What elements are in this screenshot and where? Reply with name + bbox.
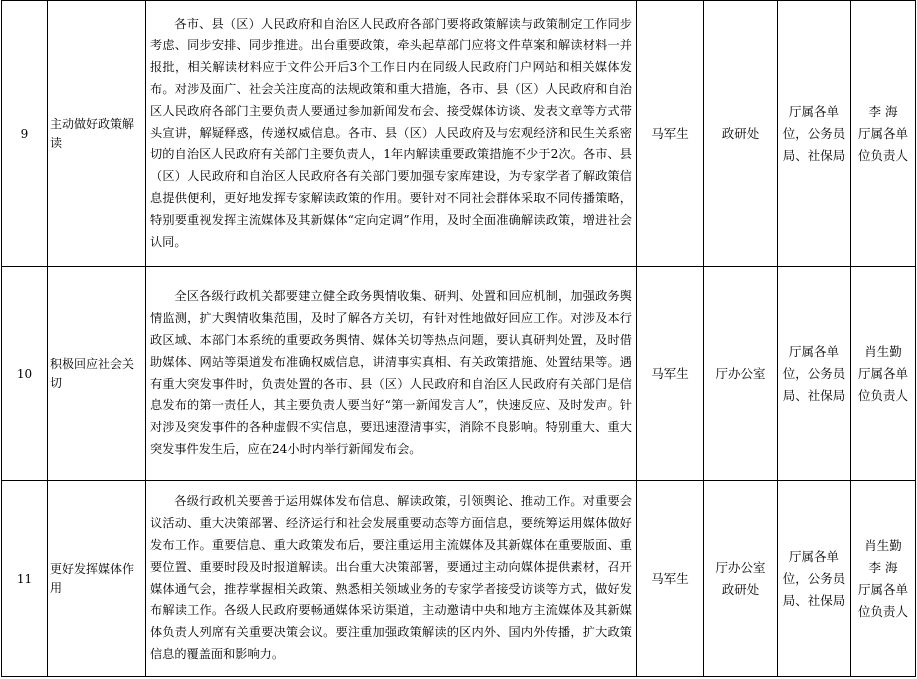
lead-department bbox=[704, 1, 778, 267]
lead-department-line: 厅办公室 bbox=[715, 365, 766, 381]
lead-department-line: 厅办公室 bbox=[715, 559, 766, 575]
row-number: 11 bbox=[2, 481, 48, 677]
responsible-persons-line: 位负责人 bbox=[857, 387, 908, 403]
responsible-persons bbox=[851, 481, 916, 677]
responsible-persons-line: 厅属各单 bbox=[857, 581, 908, 597]
task-title: 主动做好政策解读 bbox=[48, 1, 146, 267]
responsible-leader: 马军生 bbox=[637, 267, 704, 481]
row-number: 9 bbox=[2, 1, 48, 267]
lead-department-line: 政研处 bbox=[721, 581, 760, 597]
responsible-persons-line: 李 海 bbox=[868, 559, 898, 575]
task-content: 全区各级行政机关都要建立健全政务舆情收集、研判、处置和回应机制，加强政务舆情监测，扩大舆情收集范围，及时了解各方关切，有针对性地做好回应工作。对涉及本行政区域、本部门本系统的重要政务舆情、媒体关切等热点问题，要认真研判处置，及时借助媒体、网站等渠道发布准确权威信息，讲清事实真相、有关政策措施、处置结果等。遇有重大突发事件时，负责处置的各市、县（区）人民政府和自治区人民政府有关部门是信息发布的第一责任人，其主要负责人要当好“第一新闻发言人”，快速反应、及时发声。针对涉及突发事件的各种虚假不实信息，要迅速澄清事实，消除不良影响。特别重大、重大突发事件发生后，应在24小时内举行新闻发布会。 bbox=[146, 267, 637, 481]
responsible-leader: 马军生 bbox=[637, 481, 704, 677]
responsible-persons-line: 位负责人 bbox=[857, 603, 908, 619]
participating-units bbox=[778, 1, 851, 267]
table-row bbox=[2, 481, 916, 677]
responsible-persons-line: 肖生勤 bbox=[864, 343, 902, 359]
responsible-persons bbox=[851, 1, 916, 267]
responsible-persons bbox=[851, 267, 916, 481]
table-row bbox=[2, 1, 916, 267]
lead-department bbox=[704, 481, 778, 677]
participating-units-line: 局、社保局 bbox=[782, 387, 846, 403]
responsible-persons-line: 肖生勤 bbox=[864, 537, 902, 553]
participating-units-line: 位，公务员 bbox=[782, 125, 846, 141]
participating-units-line: 厅属各单 bbox=[788, 103, 839, 119]
lead-department-line: 政研处 bbox=[721, 125, 760, 141]
responsible-persons-line: 厅属各单 bbox=[857, 125, 908, 141]
task-content: 各级行政机关要善于运用媒体发布信息、解读政策，引领舆论、推动工作。对重要会议活动、重大决策部署、经济运行和社会发展重要动态等方面信息，要统筹运用媒体做好发布工作。重要信息、重大政策发布后，要注重运用主流媒体及其新媒体在重要版面、重要位置、重要时段及时报道解读。出台重大决策部署，要通过主动向媒体提供素材，召开媒体通气会，推荐掌握相关政策、熟悉相关领域业务的专家学者接受访谈等方式，做好发布解读工作。各级人民政府要畅通媒体采访渠道，主动邀请中央和地方主流媒体及其新媒体负责人列席有关重要决策会议。要注重加强政策解读的区内外、国内外传播，扩大政策信息的覆盖面和影响力。 bbox=[146, 481, 637, 677]
participating-units-line: 位，公务员 bbox=[782, 570, 846, 586]
task-content: 各市、县（区）人民政府和自治区人民政府各部门要将政策解读与政策制定工作同步考虑、同步安排、同步推进。出台重要政策，牵头起草部门应将文件草案和解读材料一并报批，相关解读材料应于文件公开后3个工作日内在同级人民政府门户网站和相关媒体发布。对涉及面广、社会关注度高的法规政策和重大措施，各市、县（区）人民政府和自治区人民政府各部门主要负责人要通过参加新闻发布会、接受媒体访谈、发表文章等方式带头宣讲，解疑释惑，传递权威信息。各市、县（区）人民政府及与宏观经济和民生关系密切的自治区人民政府有关部门主要负责人，1年内解读重要政策措施不少于2次。各市、县（区）人民政府和自治区人民政府各有关部门要加强专家库建设，为专家学者了解政策信息提供便利，更好地发挥专家解读政策的作用。要针对不同社会群体采取不同传播策略，特别要重视发挥主流媒体及其新媒体“定向定调”作用，及时全面准确解读政策，增进社会认同。 bbox=[146, 1, 637, 267]
participating-units-line: 厅属各单 bbox=[788, 343, 839, 359]
participating-units-line: 局、社保局 bbox=[782, 147, 846, 163]
responsible-persons-line: 位负责人 bbox=[857, 147, 908, 163]
task-title: 更好发挥媒体作用 bbox=[48, 481, 146, 677]
participating-units-line: 厅属各单 bbox=[788, 548, 839, 564]
responsible-leader: 马军生 bbox=[637, 1, 704, 267]
lead-department bbox=[704, 267, 778, 481]
participating-units-line: 局、社保局 bbox=[782, 592, 846, 608]
task-title: 积极回应社会关切 bbox=[48, 267, 146, 481]
participating-units-line: 位，公务员 bbox=[782, 365, 846, 381]
row-number: 10 bbox=[2, 267, 48, 481]
table-row bbox=[2, 267, 916, 481]
task-table bbox=[1, 0, 916, 677]
responsible-persons-line: 李 海 bbox=[868, 103, 898, 119]
responsible-persons-line: 厅属各单 bbox=[857, 365, 908, 381]
participating-units bbox=[778, 481, 851, 677]
participating-units bbox=[778, 267, 851, 481]
